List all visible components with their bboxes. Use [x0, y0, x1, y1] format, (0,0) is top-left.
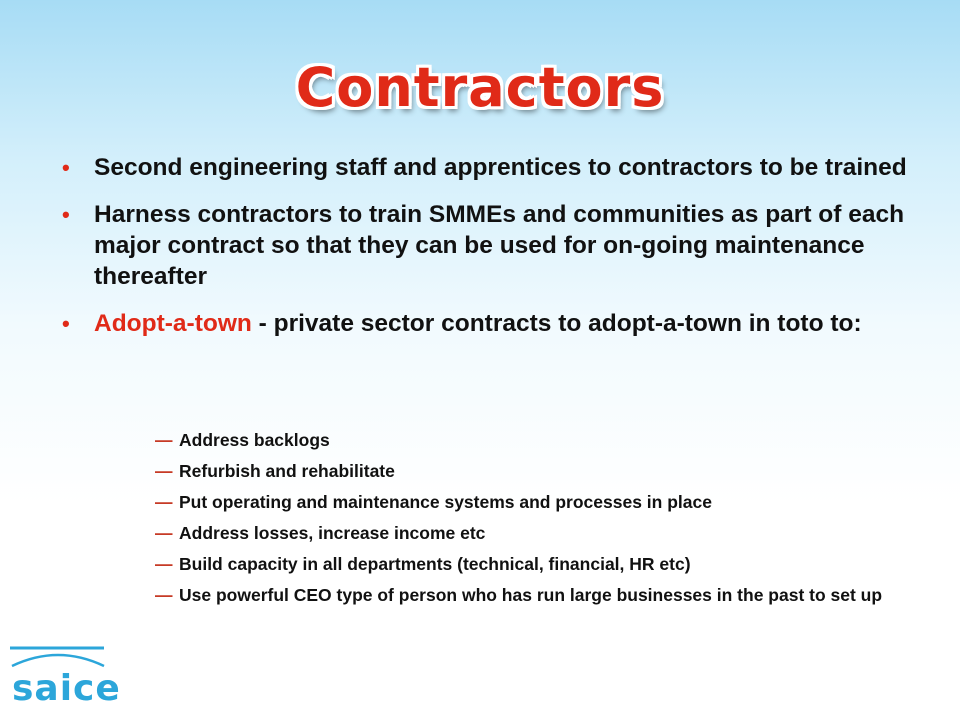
bullet-text: Second engineering staff and apprentices to contractors to be trained [94, 154, 907, 181]
sub-bullet-text: Put operating and maintenance systems and processes in place [179, 492, 712, 512]
dash-icon: — [155, 585, 173, 605]
sub-bullet-item [155, 585, 900, 606]
bullet-item [60, 199, 920, 292]
sub-bullet-text: Refurbish and rehabilitate [179, 461, 395, 481]
sub-bullet-item [155, 430, 900, 451]
sub-bullet-list [155, 430, 900, 616]
sub-bullet-item [155, 461, 900, 482]
bullet-dot-icon: • [62, 311, 70, 336]
bullet-item [60, 308, 920, 339]
dash-icon: — [155, 523, 173, 543]
bullet-text: - private sector contracts to adopt-a-town in toto to: [251, 310, 862, 337]
sub-bullet-item [155, 554, 900, 575]
sub-bullet-item [155, 492, 900, 513]
dash-icon: — [155, 430, 173, 450]
dash-icon: — [155, 492, 173, 512]
slide-title: Contractors [295, 56, 665, 119]
sub-bullet-text: Address losses, increase income etc [179, 523, 486, 543]
sub-bullet-text: Build capacity in all departments (technical, financial, HR etc) [179, 554, 691, 574]
saice-logo [8, 640, 121, 718]
sub-bullet-item [155, 523, 900, 544]
dash-icon: — [155, 461, 173, 481]
dash-icon: — [155, 554, 173, 574]
saice-logo-text: saice [12, 668, 121, 709]
bullet-item [60, 152, 920, 183]
bullet-text: Harness contractors to train SMMEs and communities as part of each major contract so that they can be used for on-going maintenance thereafter [94, 201, 905, 290]
bullet-dot-icon: • [62, 202, 70, 227]
bullet-highlight: Adopt-a-town [94, 310, 252, 337]
sub-bullet-text: Use powerful CEO type of person who has run large businesses in the past to set up [179, 585, 883, 605]
bullet-dot-icon: • [62, 155, 70, 180]
bullet-list [60, 152, 920, 355]
sub-bullet-text: Address backlogs [179, 430, 330, 450]
